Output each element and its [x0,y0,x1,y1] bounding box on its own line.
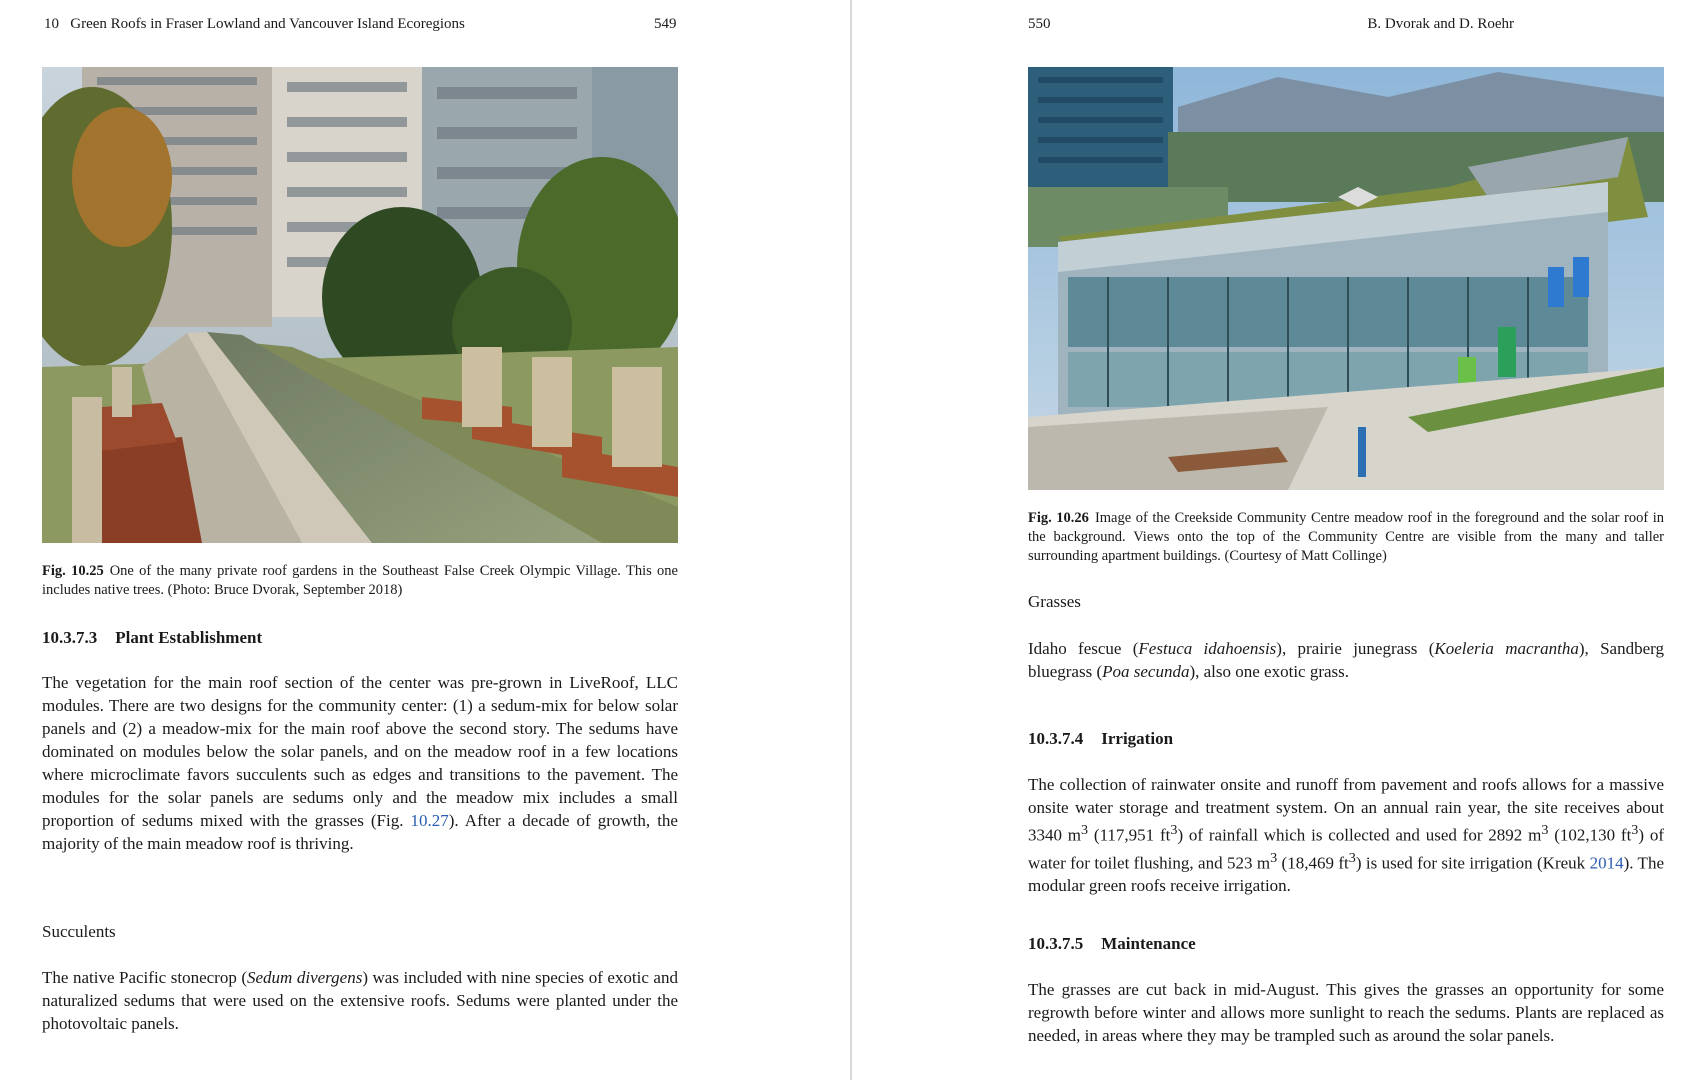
figure-label: Fig. 10.25 [42,563,104,579]
section-title: Irrigation [1101,729,1174,748]
figure-label: Fig. 10.26 [1028,510,1089,526]
citation-link-2014[interactable]: 2014 [1589,853,1624,873]
chapter-title: Green Roofs in Fraser Lowland and Vancouver Island Ecoregions [70,16,465,32]
subheading-grasses: Grasses [1028,592,1081,611]
figure-caption-text: One of the many private roof gardens in the Southeast False Creek Olympic Village. This one includes native trees. (Photo: Bruce Dvorak, September 2018) [42,563,678,598]
figure-caption-text: Image of the Creekside Community Centre meadow roof in the foreground and the solar roof in the background. Views onto the top of the Community Centre are visible from the many and taller surrounding apartment buildings. (Courtesy of Matt Collinge) [1028,510,1664,564]
section-title: Maintenance [1101,934,1196,953]
running-head-left [44,14,465,34]
section-heading-maintenance [1028,933,1196,955]
figure-link-10-27[interactable]: 10.27 [410,811,449,830]
figure-caption-10-25 [42,562,678,600]
section-number: 10.3.7.4 [1028,729,1084,748]
section-number: 10.3.7.5 [1028,934,1084,953]
subheading-succulents: Succulents [42,922,116,941]
right-page [852,0,1692,1080]
section-number: 10.3.7.3 [42,628,98,647]
paragraph-grasses: Idaho fescue (Festuca idahoensis), prairie junegrass (Koeleria macrantha), Sandberg bluegrass (Poa secunda), also one exotic grass. [1028,639,1665,681]
paragraph-irrigation: The collection of rainwater onsite and runoff from pavement and roofs allows for a massive onsite water storage and treatment system. On an annual rain year, the site receives about 3340 $m^3$ (117,951 $ft^3$) of rainfall which is collected and used for 2892 $m^3$ (102,130 $ft^3$) of water for toilet flushing, and 523 $m^3$ (18,469 $ft^3$) is used for site irrigation (Kreuk 2014). The modular green roofs receive irrigation. [1028,775,1664,896]
roof-garden-photo [42,67,678,543]
community-centre-photo [1028,67,1664,490]
chapter-number: 10 [44,16,59,32]
section-heading-irrigation [1028,728,1173,750]
page-number-right: 550 [1028,16,1051,32]
page-number-left: 549 [654,16,677,32]
paragraph-succulents: The native Pacific stonecrop (Sedum divergens) was included with nine species of exotic and naturalized sedums that were used on the extensive roofs. Sedums were planted under the photovoltaic panels. [42,968,678,1033]
section-title: Plant Establishment [115,628,263,647]
running-head-authors: B. Dvorak and D. Roehr [1367,16,1514,32]
paragraph-plant-establishment: The vegetation for the main roof section of the center was pre-grown in LiveRoof, LLC modules. There are two designs for the community center: (1) a sedum-mix for below solar panels and (2) a meadow-mix for the main roof above the second story. The sedums have dominated on modules below the solar panels, and on the meadow roof in a few locations where microclimate favors succulents such as edges and transitions to the pavement. The modules for the solar panels are sedums only and the meadow mix includes a small proportion of sedums mixed with the grasses (Fig. 10.27). After a decade of growth, the majority of the main meadow roof is thriving. [42,673,678,853]
figure-caption-10-26 [1028,509,1664,566]
paragraph-maintenance: The grasses are cut back in mid-August. This gives the grasses an opportunity for some regrowth before winter and allows more sunlight to reach the sedums. Plants are replaced as needed, in areas where they may be trampled such as around the solar panels. [1028,980,1664,1045]
section-heading-plant-establishment [42,627,262,649]
